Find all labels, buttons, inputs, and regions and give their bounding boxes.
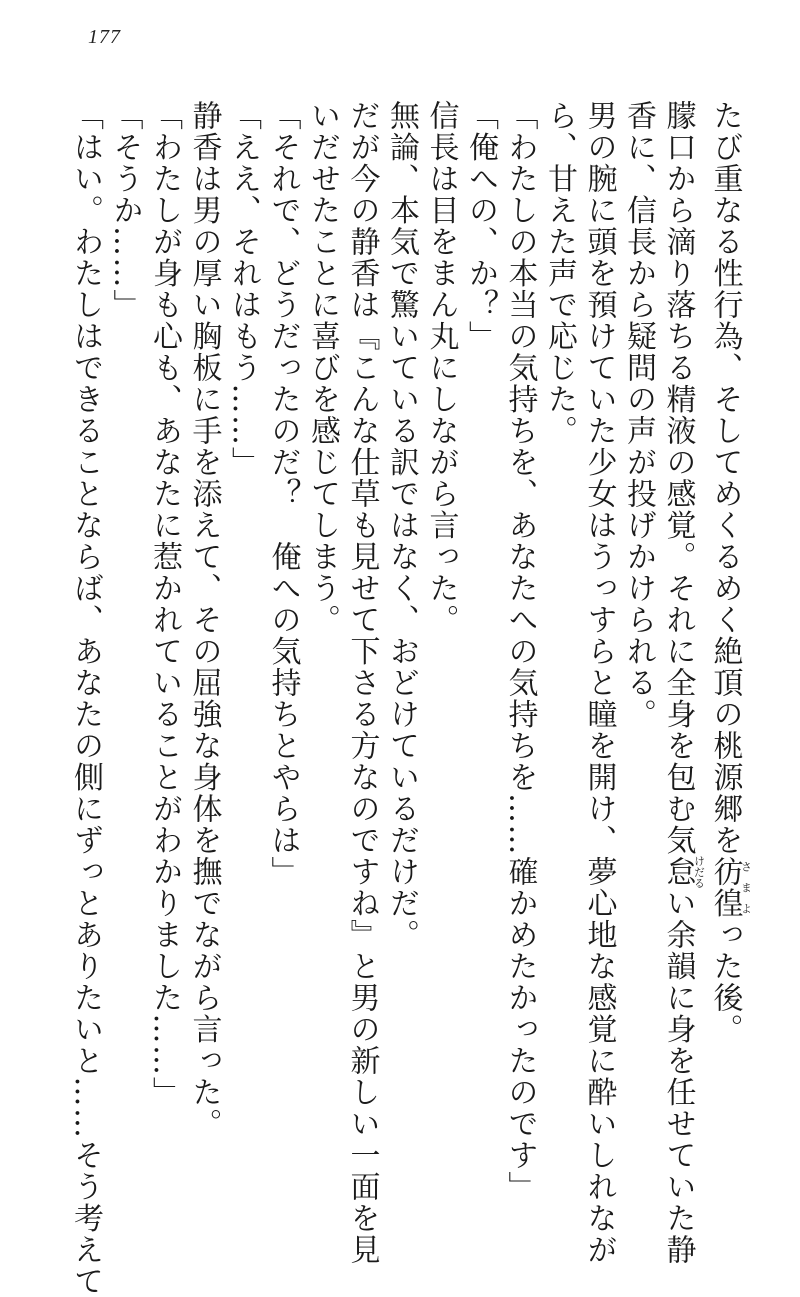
ruby-base: 彷徨 — [707, 856, 743, 919]
text-line: いだせたことに喜びを感じてしまう。 — [305, 100, 340, 636]
text-line: 香に、信長から疑問の声が投げかけられる。 — [621, 100, 656, 730]
text-line-segment: たび重なる性行為、そしてめくるめく絶頂の桃源郷を — [707, 100, 743, 856]
vertical-body-text — [66, 100, 753, 1297]
text-line: 「俺への、か？」 — [463, 100, 498, 352]
text-line: 「それで、どうだったのだ？ 俺への気持ちとやらは」 — [265, 100, 301, 888]
ruby-base: 怠 — [660, 855, 696, 889]
ruby-word — [660, 855, 706, 889]
text-line-segment: 朦口から滴り落ちる精液の感覚。それに全身を包む気 — [660, 100, 696, 856]
text-line: だが今の静香は『こんな仕草も見せて下さる方なのですね』と男の新しい一面を見 — [344, 100, 380, 1266]
text-line-segment: った後。 — [707, 919, 743, 1045]
text-line: 無論、本気で驚いている訳ではなく、おどけているだけだ。 — [384, 100, 419, 951]
text-line: 静香は男の厚い胸板に手を添えて、その屈強な身体を撫でながら言った。 — [186, 100, 222, 1140]
text-line: 「そうか……」 — [107, 100, 143, 321]
text-line — [705, 100, 752, 1160]
text-line: 「ええ、それはもう……」 — [226, 100, 261, 478]
text-line — [658, 100, 706, 1266]
text-line: ら、甘えた声で応じた。 — [542, 100, 577, 447]
text-line: 「わたしの本当の気持ちを、あなたへの気持ちを……確かめたかったのです」 — [502, 100, 538, 1203]
text-line: 男の腕に頭を預けていた少女はうっすらと瞳を開け、夢心地な感覚に酔いしれなが — [581, 100, 617, 1266]
text-line: 信長は目をまん丸にしながら言った。 — [423, 100, 459, 636]
ruby-reading: けだる — [692, 855, 706, 889]
text-line: 「わたしが身も心も、あなたに惹かれていることがわかりました……」 — [147, 100, 182, 1108]
ruby-word — [707, 856, 753, 919]
ruby-reading: さまよ — [739, 856, 753, 919]
text-line-segment: い余韻に身を任せていた静 — [660, 887, 696, 1266]
text-line: 「はい。わたしはできることならば、あなたの側にずっとありたいと……そう考えて — [68, 100, 103, 1297]
page-number: 177 — [88, 26, 121, 48]
